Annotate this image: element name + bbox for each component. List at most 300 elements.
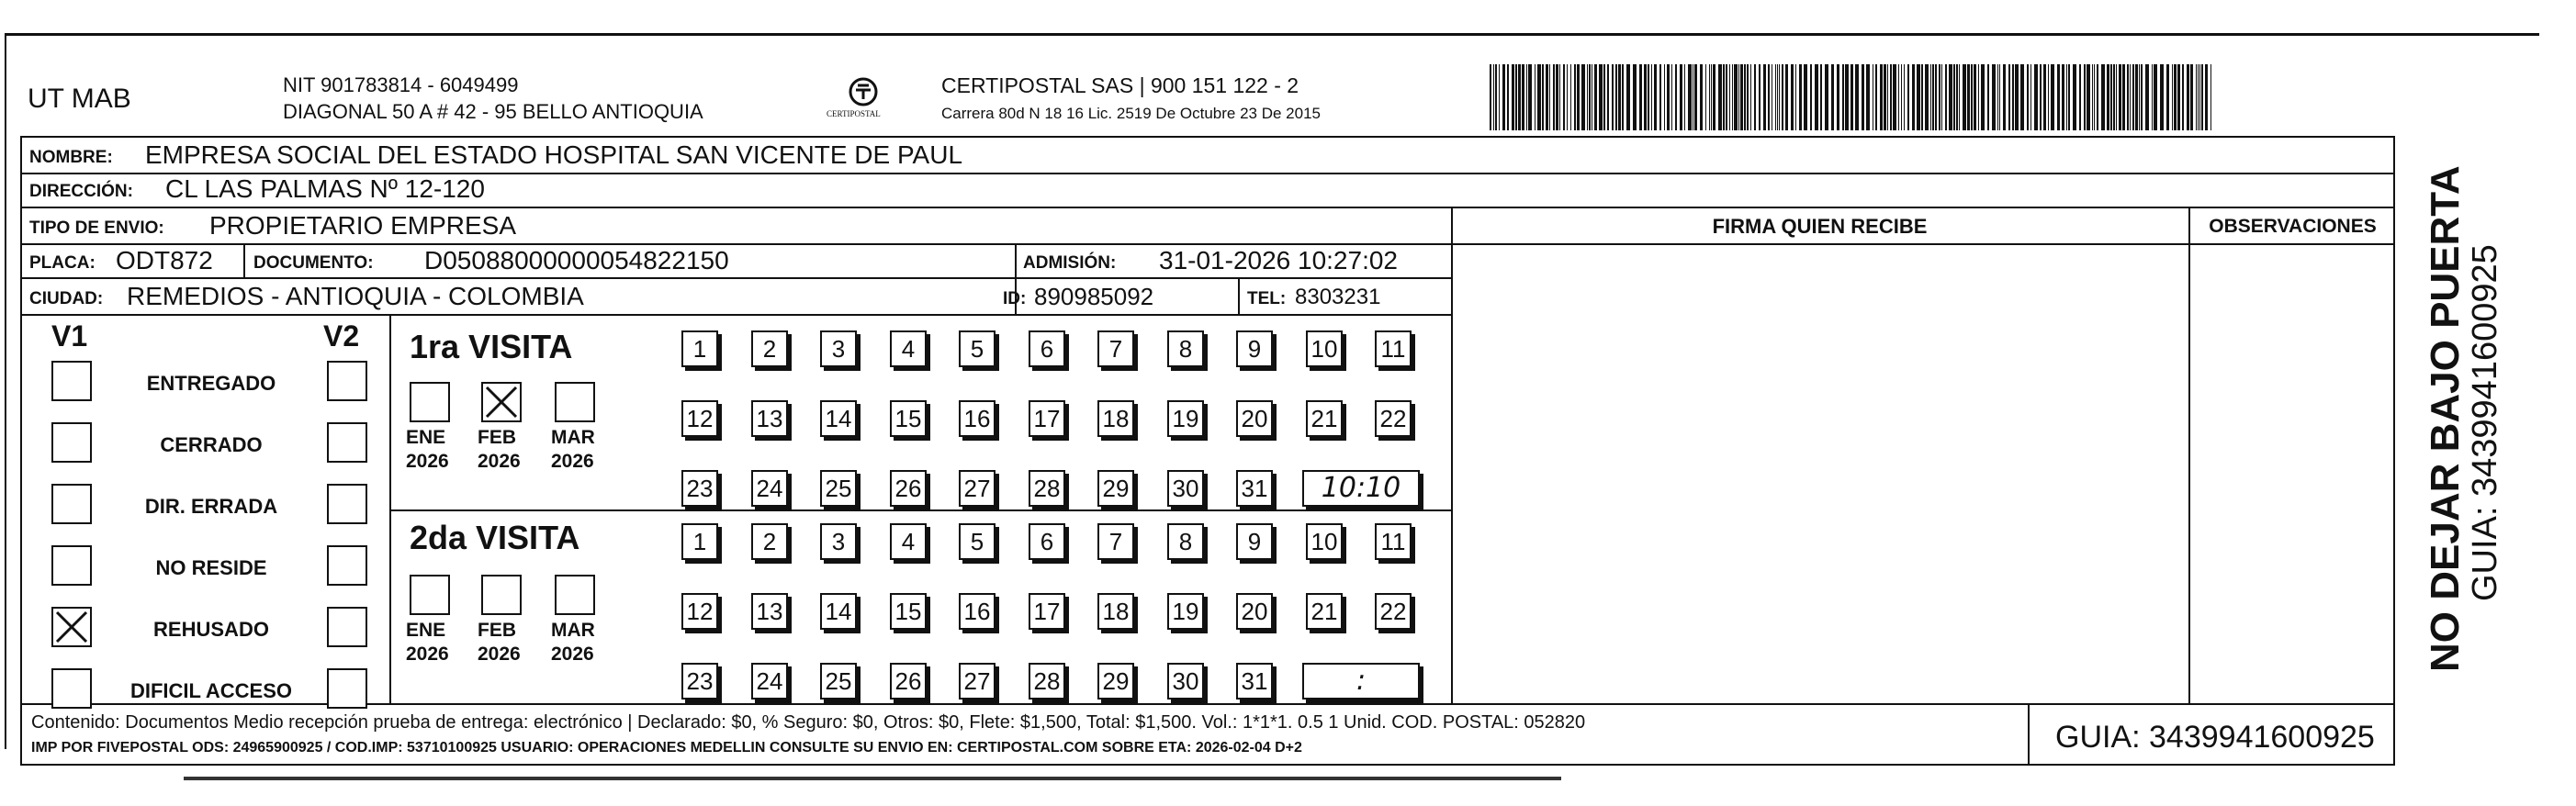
admission-label: ADMISIÓN: [1023,253,1117,273]
visit2-year-label: 2026 [406,644,449,665]
barcode-bar [1904,64,1905,130]
barcode-bar [1999,64,2000,130]
barcode-bar [1711,64,1712,130]
visit2-title: 2da VISITA [410,519,580,556]
visit2-day-box[interactable]: 9 [1236,523,1273,560]
barcode-bar [1898,64,1899,130]
sender-address: DIAGONAL 50 A # 42 - 95 BELLO ANTIOQUIA [283,100,703,123]
address-label: DIRECCIÓN: [29,182,133,201]
visit2-day-box[interactable]: 8 [1167,523,1204,560]
barcode-bar [1713,64,1715,130]
barcode-bar [1747,64,1749,130]
barcode-bar [2141,64,2143,130]
visit1-day-box[interactable]: 25 [820,470,857,507]
visit1-day-box[interactable]: 28 [1029,470,1065,507]
visit1-day-box[interactable]: 20 [1236,400,1273,437]
bottom-edge-mark [184,777,1561,780]
visit2-year-label: 2026 [551,644,594,665]
barcode-bar [1837,64,1839,130]
barcode-bar [2012,64,2014,130]
barcode-bar [1667,64,1670,130]
visit1-day-box[interactable]: 12 [681,400,718,437]
status-label: CERRADO [160,433,263,456]
visit1-day-box[interactable]: 14 [820,400,857,437]
barcode-bar [1570,64,1571,130]
barcode-bar [2034,64,2038,130]
barcode-bar [1512,64,1514,130]
status-label: NO RESIDE [155,556,267,579]
barcode-bar [1639,64,1642,130]
barcode-bar [1925,64,1929,130]
v2-checkbox[interactable] [327,484,367,524]
barcode-bar [1603,64,1605,130]
barcode-bar [1945,64,1947,130]
recipient-tel: 8303231 [1295,285,1381,309]
plate-label: PLACA: [29,253,96,273]
visit1-month-label: FEB [478,427,516,448]
row-line [389,509,1451,511]
visit1-day-box[interactable]: 5 [959,330,996,367]
barcode-bar [2135,64,2138,130]
v2-checkbox[interactable] [327,607,367,647]
visit1-day-box[interactable]: 11 [1375,330,1412,367]
barcode-bar [1581,64,1585,130]
v2-checkbox[interactable] [327,545,367,586]
visit2-month-label: FEB [478,620,516,641]
barcode-bar [2177,64,2180,130]
divider [1451,207,1453,703]
v1-checkbox[interactable] [51,484,92,524]
v2-label: V2 [323,319,360,353]
visit2-day-box[interactable]: 13 [751,593,788,630]
v1-checkbox[interactable] [51,668,92,709]
row-line [1451,243,2395,245]
barcode-bar [1782,64,1783,130]
visit2-day-box[interactable]: 23 [681,663,718,700]
barcode-bar [1709,64,1710,130]
barcode-bar [1626,64,1630,130]
barcode-bar [2116,64,2117,130]
visit2-day-box[interactable]: 22 [1375,593,1412,630]
barcode-bar [1740,64,1743,130]
left-border [5,33,6,749]
barcode-bar [2003,64,2006,130]
barcode-bar [1744,64,1746,130]
barcode-bar [2166,64,2169,130]
barcode-bar [1953,64,1955,130]
barcode-bar [2087,64,2090,130]
visit2-day-box[interactable]: 12 [681,593,718,630]
barcode-bar [2154,64,2157,130]
barcode-bar [1729,64,1730,130]
visit1-title: 1ra VISITA [410,328,573,365]
visit2-day-box[interactable]: 11 [1375,523,1412,560]
visit2-day-box[interactable]: 4 [890,523,927,560]
barcode-bar [2139,64,2140,130]
row-line [20,243,1453,245]
visit2-day-box[interactable]: 29 [1097,663,1134,700]
barcode-bar [1850,64,1853,130]
barcode-bar [1654,64,1657,130]
barcode-bar [1750,64,1751,130]
visit1-day-box[interactable]: 31 [1236,470,1273,507]
visit1-day-box[interactable]: 6 [1029,330,1065,367]
barcode-bar [1785,64,1788,130]
visit1-day-box[interactable]: 22 [1375,400,1412,437]
divider [2188,207,2190,703]
barcode-bar [1542,64,1544,130]
barcode-bar [1921,64,1923,130]
barcode-bar [1791,64,1794,130]
visit2-month-checkbox[interactable] [410,575,450,615]
barcode-bar [1651,64,1652,130]
visit2-day-box[interactable]: 1 [681,523,718,560]
check-x-icon [53,609,90,645]
id-label: ID: [1003,289,1027,308]
visit2-day-box[interactable]: 15 [890,593,927,630]
visit1-day-box[interactable]: 17 [1029,400,1065,437]
visit2-day-box[interactable]: 7 [1097,523,1134,560]
signature-area[interactable] [1455,246,2187,701]
status-label: DIFICIL ACCESO [129,679,292,702]
barcode-bar [2068,64,2070,130]
visit1-day-box[interactable]: 9 [1236,330,1273,367]
barcode-bar [2122,64,2125,130]
name-label: NOMBRE: [29,148,113,167]
barcode-bar [2210,64,2211,130]
visit2-day-box[interactable]: 20 [1236,593,1273,630]
barcode-bar [1726,64,1727,130]
barcode-bar [1884,64,1886,130]
barcode-bar [1842,64,1844,130]
visit1-day-box[interactable]: 30 [1167,470,1204,507]
visit2-day-box[interactable]: 26 [890,663,927,700]
nit: NIT 901783814 - 6049499 [283,73,519,96]
barcode [1490,64,2215,130]
barcode-bar [1939,64,1940,130]
v2-checkbox[interactable] [327,668,367,709]
barcode-bar [2130,64,2131,130]
barcode-bar [1594,64,1597,130]
barcode-bar [1971,64,1973,130]
barcode-bar [1987,64,1989,130]
barcode-bar [1804,64,1807,130]
visit2-day-box[interactable]: 2 [751,523,788,560]
v1-checkbox[interactable] [51,545,92,586]
barcode-bar [1688,64,1692,130]
barcode-bar [2187,64,2189,130]
barcode-bar [2097,64,2098,130]
barcode-bar [2079,64,2081,130]
barcode-bar [1930,64,1931,130]
status-label: REHUSADO [153,618,269,641]
visit1-day-box[interactable]: 26 [890,470,927,507]
barcode-bar [1518,64,1521,130]
visit2-month-checkbox[interactable] [555,575,595,615]
recipient-address: CL LAS PALMAS Nº 12-120 [165,174,485,203]
visit2-day-box[interactable]: 31 [1236,663,1273,700]
footer-guia: GUIA: 3439941600925 [2055,720,2375,755]
v2-checkbox[interactable] [327,422,367,463]
visit2-day-box[interactable]: 16 [959,593,996,630]
barcode-bar [1963,64,1966,130]
barcode-bar [1759,64,1760,130]
visit2-day-box[interactable]: 25 [820,663,857,700]
barcode-bar [1549,64,1550,130]
visit1-day-box[interactable]: 21 [1306,400,1343,437]
barcode-bar [2201,64,2203,130]
barcode-bar [2132,64,2134,130]
barcode-bar [2015,64,2019,130]
barcode-bar [1845,64,1849,130]
recipient-name: EMPRESA SOCIAL DEL ESTADO HOSPITAL SAN VICENTE DE PAUL [145,140,963,169]
visit2-day-box[interactable]: 28 [1029,663,1065,700]
divider [2028,703,2030,766]
visit1-day-box[interactable]: 29 [1097,470,1134,507]
certipostal-logo-text: CERTIPOSTAL [827,109,881,118]
barcode-bar [2198,64,2199,130]
barcode-bar [1734,64,1738,130]
barcode-bar [1912,64,1915,130]
barcode-bar [2174,64,2177,130]
visit1-day-box[interactable]: 8 [1167,330,1204,367]
top-border [5,33,2539,36]
barcode-bar [1490,64,1491,130]
barcode-bar [1502,64,1505,130]
barcode-bar [1732,64,1733,130]
barcode-bar [1612,64,1614,130]
visit1-day-box[interactable]: 4 [890,330,927,367]
ship-type: PROPIETARIO EMPRESA [209,211,516,240]
row-line [20,703,2395,705]
barcode-bar [2051,64,2054,130]
barcode-bar [1563,64,1565,130]
barcode-bar [1862,64,1864,130]
check-x-icon [483,384,520,420]
visit1-month-label: MAR [551,427,595,448]
barcode-bar [1893,64,1896,130]
barcode-bar [1978,64,1979,130]
visit1-day-box[interactable]: 19 [1167,400,1204,437]
barcode-bar [2199,64,2200,130]
barcode-bar [1956,64,1958,130]
certipostal-logo [822,72,905,127]
barcode-bar [1499,64,1500,130]
visit2-day-box[interactable]: 10 [1306,523,1343,560]
v1-checkbox[interactable] [51,422,92,463]
barcode-bar [2057,64,2060,130]
barcode-bar [1997,64,1998,130]
visit1-month-checkbox[interactable] [555,382,595,422]
barcode-bar [1866,64,1870,130]
barcode-bar [1671,64,1672,130]
carrier-name: CERTIPOSTAL SAS | 900 151 122 - 2 [941,73,1299,97]
visit1-day-box[interactable]: 18 [1097,400,1134,437]
barcode-bar [2101,64,2105,130]
visit1-day-box[interactable]: 24 [751,470,788,507]
visit1-day-box[interactable]: 13 [751,400,788,437]
visit2-day-box[interactable]: 30 [1167,663,1204,700]
barcode-bar [1718,64,1722,130]
visit1-time-box[interactable]: 10:10 [1302,470,1420,507]
v1-checkbox[interactable] [51,607,92,647]
barcode-bar [1880,64,1883,130]
visit2-day-box[interactable]: 18 [1097,593,1134,630]
divider [1238,277,1240,314]
barcode-bar [2048,64,2049,130]
visit1-day-box[interactable]: 23 [681,470,718,507]
v2-checkbox[interactable] [327,361,367,401]
v1-checkbox[interactable] [51,361,92,401]
barcode-bar [2160,64,2164,130]
barcode-bar [2110,64,2112,130]
barcode-bar [1493,64,1494,130]
barcode-bar [1664,64,1665,130]
barcode-bar [1675,64,1677,130]
barcode-bar [1705,64,1706,130]
observations-area[interactable] [2192,246,2393,701]
barcode-bar [1890,64,1892,130]
visit1-day-box[interactable]: 15 [890,400,927,437]
barcode-bar [2043,64,2046,130]
barcode-bar [1959,64,1960,130]
barcode-bar [1618,64,1621,130]
divider [243,243,245,277]
barcode-bar [1855,64,1859,130]
barcode-bar [2066,64,2067,130]
barcode-bar [2073,64,2076,130]
barcode-bar [1779,64,1780,130]
visit1-day-box[interactable]: 16 [959,400,996,437]
status-label: DIR. ERRADA [144,495,278,518]
visit1-day-box[interactable]: 1 [681,330,718,367]
barcode-bar [2127,64,2129,130]
barcode-bar [1992,64,1996,130]
visit1-year-label: 2026 [551,451,594,472]
side-guia: GUIA: 3439941600925 [2466,244,2504,601]
barcode-bar [1907,64,1909,130]
recipient-id: 890985092 [1034,283,1154,310]
barcode-bar [2113,64,2115,130]
barcode-bar [1615,64,1617,130]
side-warning: NO DEJAR BAJO PUERTA [2423,165,2468,672]
visit2-month-label: MAR [551,620,595,641]
visit1-day-box[interactable]: 7 [1097,330,1134,367]
barcode-bar [1917,64,1920,130]
barcode-bar [1659,64,1661,130]
barcode-bar [1694,64,1697,130]
visit1-year-label: 2026 [478,451,521,472]
barcode-bar [1831,64,1834,130]
barcode-bar [1738,64,1739,130]
barcode-bar [1901,64,1902,130]
barcode-bar [1887,64,1888,130]
v1-label: V1 [51,319,88,353]
barcode-bar [1775,64,1776,130]
barcode-bar [1825,64,1828,130]
barcode-bar [1515,64,1517,130]
barcode-bar [2196,64,2197,130]
barcode-bar [1795,64,1796,130]
barcode-bar [1528,64,1532,130]
visit2-month-label: ENE [406,620,446,641]
barcode-bar [1507,64,1509,130]
signature-header: FIRMA QUIEN RECIBE [1712,215,1928,238]
visit1-day-box[interactable]: 27 [959,470,996,507]
visit2-day-box[interactable]: 5 [959,523,996,560]
visit1-month-checkbox[interactable] [481,382,522,422]
barcode-bar [1599,64,1603,130]
barcode-bar [1553,64,1555,130]
observations-header: OBSERVACIONES [2209,216,2377,237]
visit2-day-box[interactable]: 27 [959,663,996,700]
visit2-day-box[interactable]: 21 [1306,593,1343,630]
barcode-bar [2027,64,2029,130]
barcode-bar [1981,64,1985,130]
visit2-day-box[interactable]: 17 [1029,593,1065,630]
visit1-day-box[interactable]: 3 [820,330,857,367]
barcode-bar [2008,64,2010,130]
row-line [20,207,2395,208]
city-label: CIUDAD: [29,289,104,308]
barcode-bar [2107,64,2109,130]
visit2-day-box[interactable]: 3 [820,523,857,560]
barcode-bar [1607,64,1609,130]
row-line [20,314,1453,316]
status-label: ENTREGADO [146,372,276,395]
visit2-month-checkbox[interactable] [481,575,522,615]
visit1-day-box[interactable]: 10 [1306,330,1343,367]
visit2-day-box[interactable]: 6 [1029,523,1065,560]
visit1-day-box[interactable]: 2 [751,330,788,367]
visit1-year-label: 2026 [406,451,449,472]
barcode-bar [1777,64,1778,130]
barcode-bar [2020,64,2024,130]
barcode-bar [1974,64,1976,130]
barcode-bar [1559,64,1560,130]
barcode-graphic [1490,64,2215,130]
barcode-bar [1875,64,1877,130]
divider [389,314,391,703]
visit2-day-box[interactable]: 14 [820,593,857,630]
barcode-bar [1684,64,1685,130]
barcode-bar [1763,64,1766,130]
barcode-bar [2152,64,2153,130]
barcode-bar [1522,64,1524,130]
barcode-bar [1799,64,1802,130]
barcode-bar [2030,64,2031,130]
barcode-bar [1949,64,1952,130]
barcode-bar [1815,64,1818,130]
visit2-day-box[interactable]: 24 [751,663,788,700]
visit2-day-box[interactable]: 19 [1167,593,1204,630]
barcode-bar [2182,64,2184,130]
barcode-bar [2190,64,2193,130]
barcode-bar [1633,64,1637,130]
barcode-bar [2040,64,2042,130]
barcode-bar [2094,64,2095,130]
footer-imp: IMP POR FIVEPOSTAL ODS: 24965900925 / COD.IMP: 53710100925 USUARIO: OPERACIONES MEDELLIN CONSULTE SU ENVIO EN: CERTIPOSTAL.COM SOBRE ETA: 2026-02-04 D+2 [31,740,1302,756]
barcode-bar [1810,64,1812,130]
city: REMEDIOS - ANTIOQUIA - COLOMBIA [127,282,584,310]
carrier-license: Carrera 80d N 18 16 Lic. 2519 De Octubre 23 De 2015 [941,105,1321,122]
visit2-time-box[interactable]: : [1302,663,1420,700]
document-label: DOCUMENTO: [253,253,374,273]
barcode-bar [1537,64,1541,130]
barcode-bar [1526,64,1527,130]
visit1-month-checkbox[interactable] [410,382,450,422]
barcode-bar [1589,64,1591,130]
